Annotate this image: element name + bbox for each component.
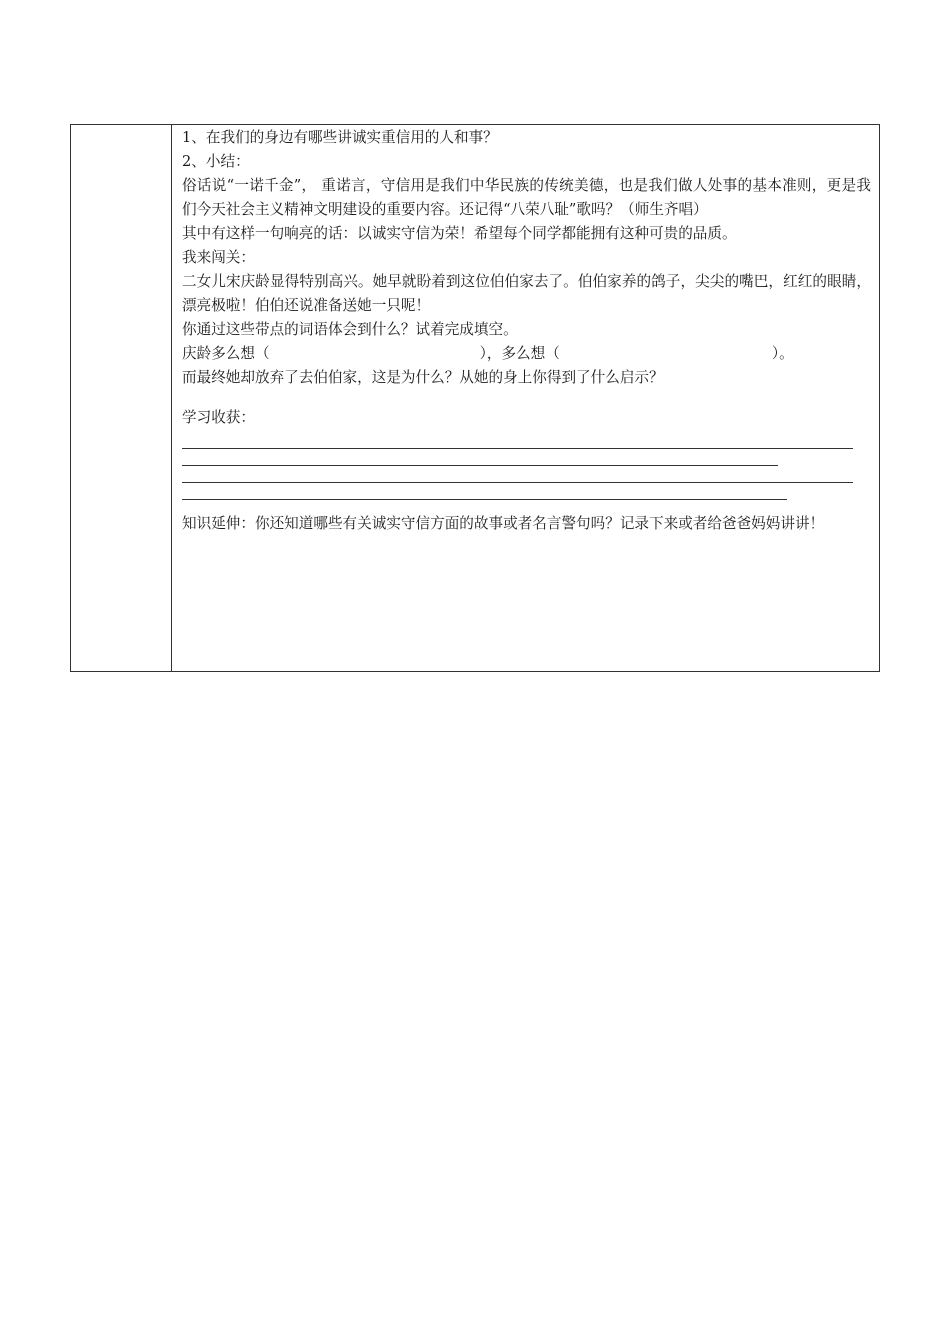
fill-in-blank-line [182,342,871,366]
fill-part-3: ）。 [771,345,794,362]
challenge-heading: 我来闯关： [182,249,255,266]
writing-line[interactable] [182,465,778,466]
fill-part-2: ），多么想（ [479,345,560,362]
harvest-label: 学习收获： [182,409,255,426]
question-2: 2、小结： [182,153,250,170]
slogan-line: 其中有这样一句响亮的话：以诚实守信为荣！希望每个同学都能拥有这种可贵的品质。 [182,225,737,242]
writing-line[interactable] [182,448,853,449]
writing-lines [182,442,871,498]
worksheet-table [70,124,880,672]
writing-line[interactable] [182,499,787,500]
table-row [71,125,880,672]
task-line: 你通过这些带点的词语体会到什么？试着完成填空。 [182,321,518,338]
question-1: 1、在我们的身边有哪些讲诚实重信用的人和事？ [182,129,498,146]
lesson-content [182,125,871,536]
left-column-cell [71,125,172,672]
story-paragraph: 二女儿宋庆龄显得特别高兴。她早就盼着到这位伯伯家去了。伯伯家养的鸽子，尖尖的嘴巴，红红的眼睛，漂亮极啦！伯伯还说准备送她一只呢！ [182,273,871,314]
content-cell [172,125,880,672]
extension-paragraph: 知识延伸：你还知道哪些有关诚实守信方面的故事或者名言警句吗？记录下来或者给爸爸妈妈讲讲！ [182,515,825,532]
question-line: 而最终她却放弃了去伯伯家，这是为什么？从她的身上你得到了什么启示？ [182,369,664,386]
writing-line[interactable] [182,482,853,483]
fill-part-1: 庆龄多么想（ [182,345,270,362]
summary-paragraph: 俗话说“一诺千金”， 重诺言，守信用是我们中华民族的传统美德，也是我们做人处事的基本准则，更是我们今天社会主义精神文明建设的重要内容。还记得“八荣八耻”歌吗？（师生齐唱） [182,177,871,218]
